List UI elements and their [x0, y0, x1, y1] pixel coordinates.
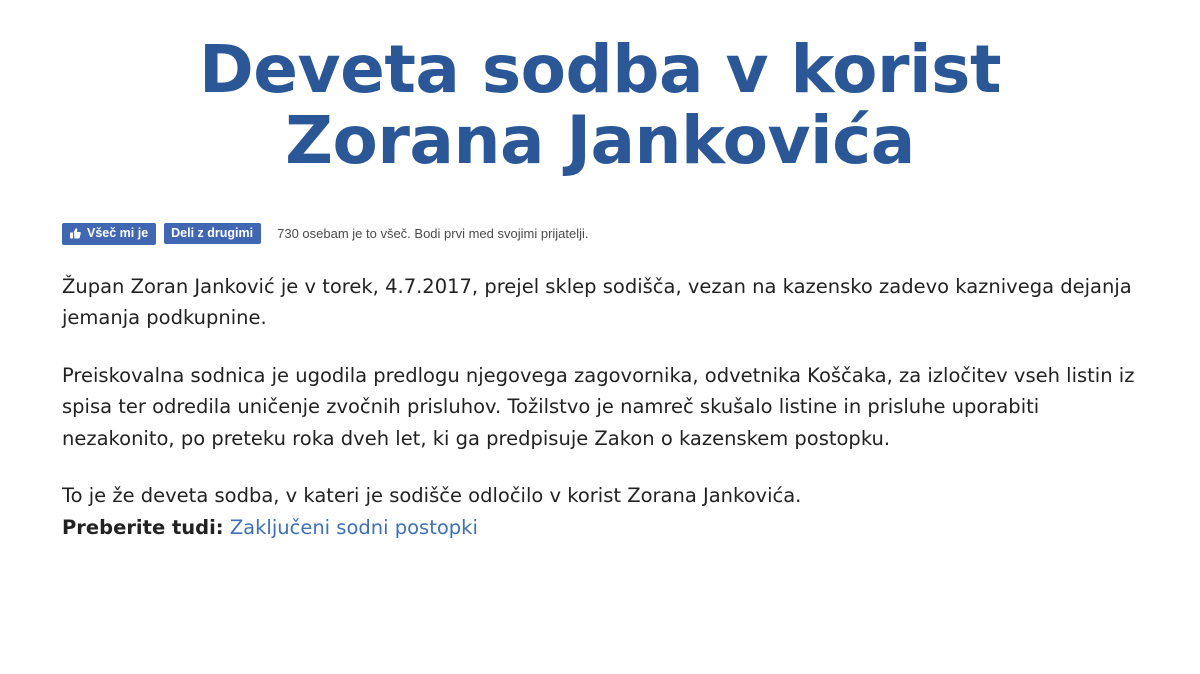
thumbs-up-icon: [69, 227, 82, 240]
read-more-line: [62, 512, 1138, 544]
read-more-link[interactable]: Zaključeni sodni postopki: [229, 516, 478, 539]
article-paragraph: To je že deveta sodba, v kateri je sodišče odločilo v korist Zorana Jankovića.: [62, 484, 802, 508]
facebook-share-button[interactable]: [164, 223, 261, 245]
facebook-like-button[interactable]: [62, 223, 156, 245]
facebook-share-label: Deli z drugimi: [171, 225, 254, 240]
social-share-bar: [0, 177, 1200, 245]
article-body: [0, 245, 1200, 544]
article-paragraph: Preiskovalna sodnica je ugodila predlogu njegovega zagovornika, odvetnika Koščaka, za izločitev vseh listin iz spisa ter odredila uničenje zvočnih prisluhov. Tožilstvo je namreč skušalo listine in prisluhe uporabiti nezakonito, po preteku roka dveh let, ki ga predpisuje Zakon o kazenskem postopku.: [62, 363, 1135, 450]
social-count-note: 730 osebam je to všeč. Bodi prvi med svojimi prijatelji.: [277, 226, 589, 242]
article-paragraph: Župan Zoran Janković je v torek, 4.7.2017, prejel sklep sodišča, vezan na kazensko zadevo kaznivega dejanja jemanja podkupnine.: [62, 274, 1132, 330]
facebook-like-label: Všeč mi je: [87, 225, 149, 240]
read-more-label: Preberite tudi:: [62, 516, 224, 539]
page-title: Deveta sodba v korist Zorana Jankovića: [199, 31, 1001, 180]
